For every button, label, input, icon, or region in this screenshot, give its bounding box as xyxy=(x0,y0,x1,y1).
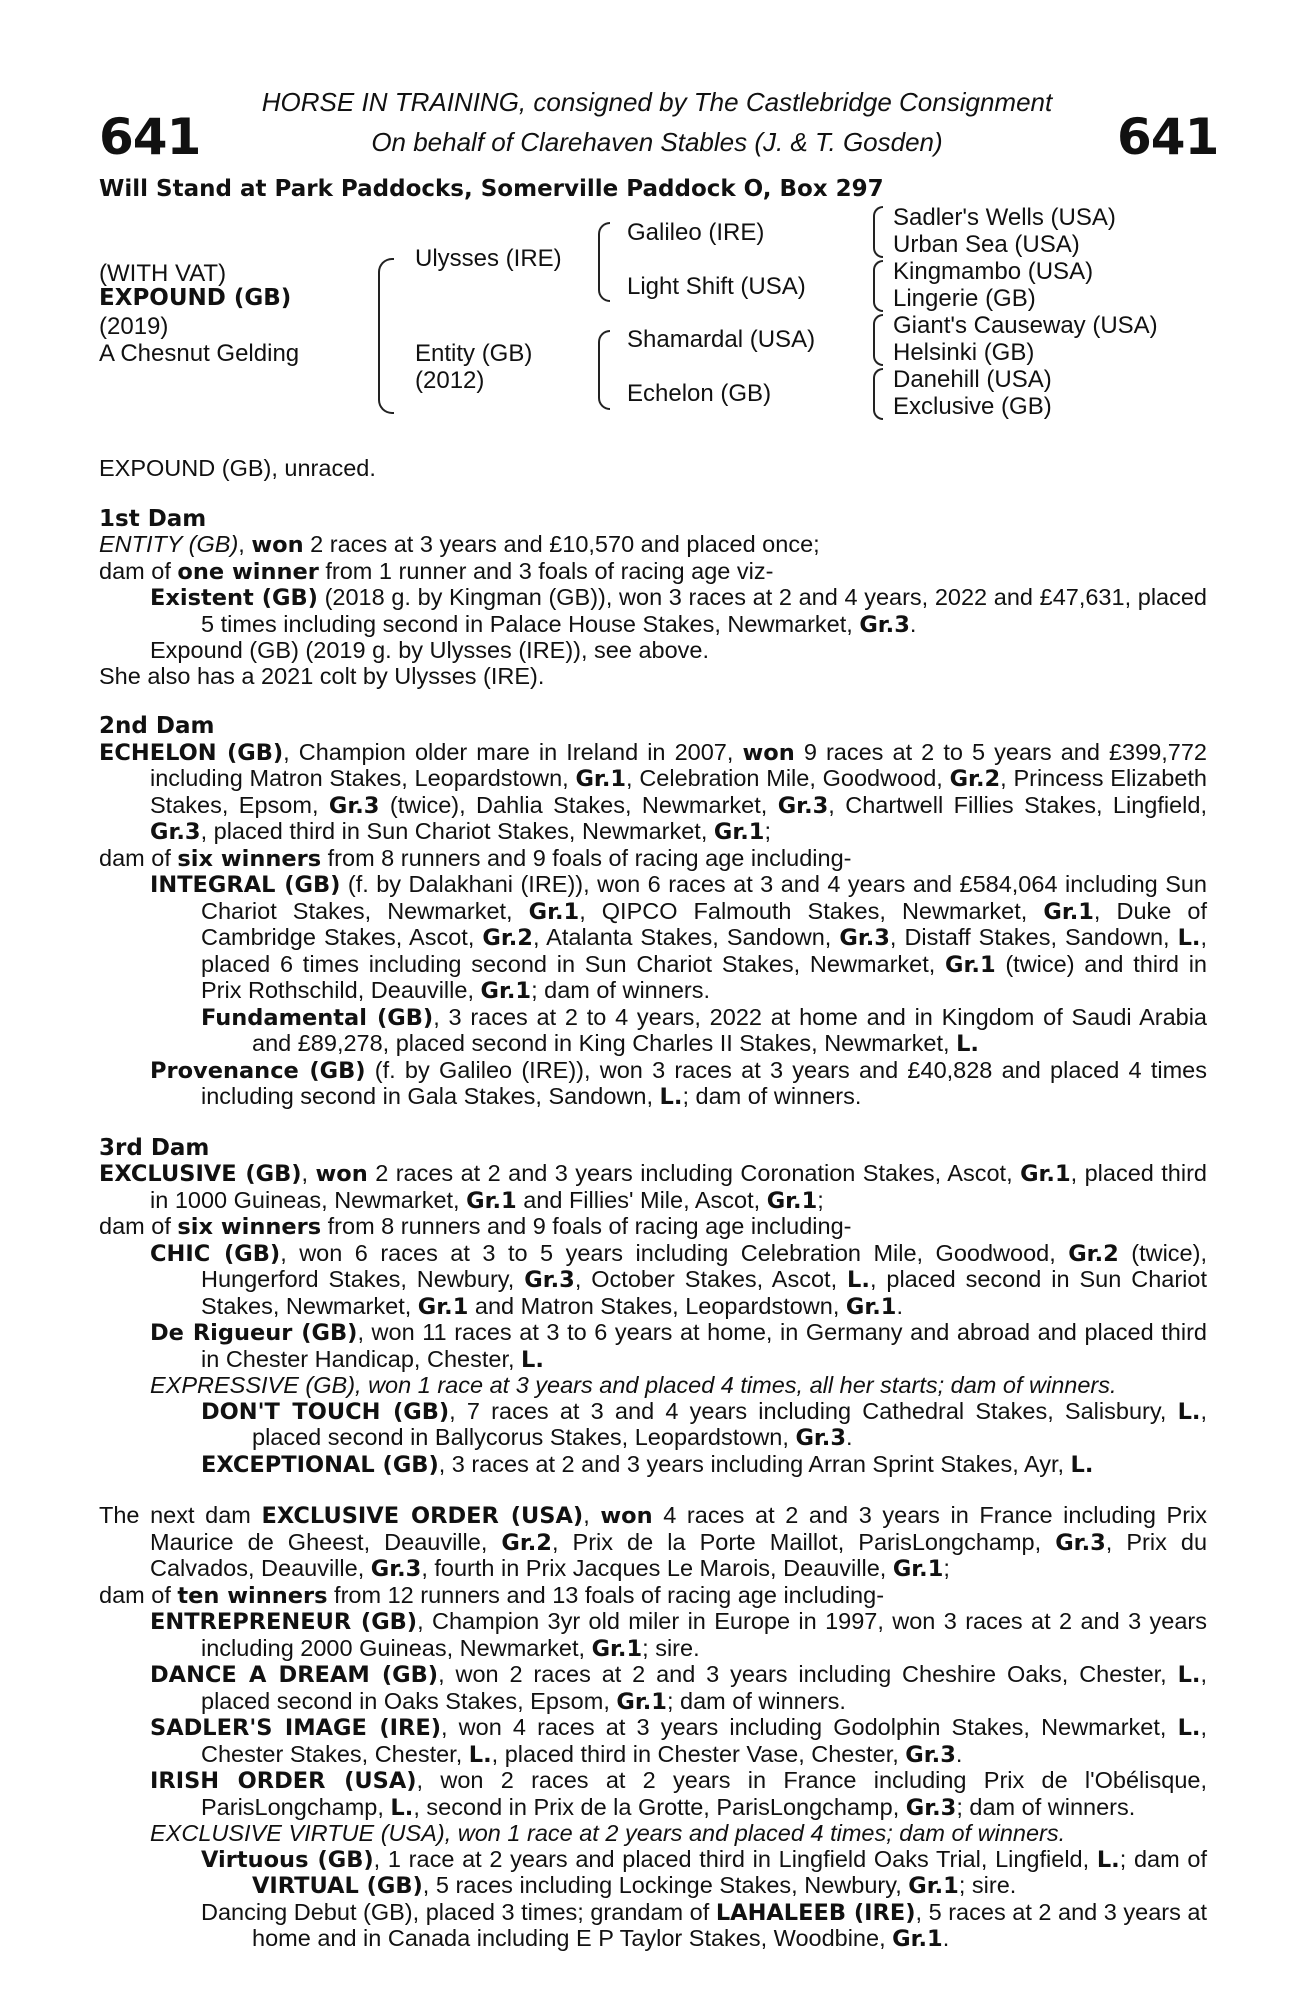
ggp-7: Danehill (USA) xyxy=(893,366,1052,393)
dam-sire: Shamardal (USA) xyxy=(627,326,816,353)
ggp-2: Urban Sea (USA) xyxy=(893,231,1080,258)
produce-exclusive-virtue: EXCLUSIVE VIRTUE (USA), won 1 race at 2 years and placed 4 times; dam of winners. xyxy=(150,1820,1066,1846)
ggp-4: Lingerie (GB) xyxy=(893,285,1036,312)
produce-exceptional: EXCEPTIONAL (GB), 3 races at 2 and 3 years including Arran Sprint Stakes, Ayr, L. xyxy=(201,1450,1094,1478)
horse-description: A Chesnut Gelding xyxy=(99,340,300,367)
lot-number-right: 641 xyxy=(1117,108,1219,166)
second-dam-produce-summary: dam of six winners from 8 runners and 9 foals of racing age including- xyxy=(99,844,852,872)
pedigree-brace-ggp-2 xyxy=(873,260,883,312)
produce-dont-touch: DON'T TOUCH (GB), 7 races at 3 and 4 years including Cathedral Stakes, Salisbury, L., placed second in Ballycorus Stakes, Leopardstown, Gr.3. xyxy=(201,1397,1207,1451)
first-dam-section xyxy=(99,507,1207,690)
first-dam-heading: 1st Dam xyxy=(99,505,207,532)
third-dam-produce-summary: dam of six winners from 8 runners and 9 foals of racing age including- xyxy=(99,1213,852,1240)
pedigree-brace-ggp-4 xyxy=(873,368,883,420)
horse-name: EXPOUND (GB) xyxy=(99,285,292,311)
second-dam-section xyxy=(99,714,1207,1111)
third-dam-section xyxy=(99,1136,1207,1479)
pedigree-brace-dam xyxy=(598,330,610,410)
produce-irish-order: IRISH ORDER (USA), won 2 races at 2 years in France including Prix de l'Obélisque, ParisLongchamp, L., second in Prix de la Grotte, ParisLongchamp, Gr.3; dam of winners. xyxy=(150,1767,1207,1821)
next-dam-section xyxy=(99,1503,1207,1953)
third-dam-heading: 3rd Dam xyxy=(99,1134,210,1161)
sire-name: Ulysses (IRE) xyxy=(415,245,562,272)
sire-dam: Light Shift (USA) xyxy=(627,273,806,300)
produce-expressive: EXPRESSIVE (GB), won 1 race at 3 years and placed 4 times, all her starts; dam of winners. xyxy=(150,1372,1117,1398)
vat-note: (WITH VAT) xyxy=(99,260,227,287)
ggp-6: Helsinki (GB) xyxy=(893,339,1035,366)
stabling-line: Will Stand at Park Paddocks, Somerville Paddock O, Box 297 xyxy=(99,176,884,202)
race-record: EXPOUND (GB), unraced. xyxy=(99,455,376,481)
on-behalf-line: On behalf of Clarehaven Stables (J. & T. Gosden) xyxy=(371,127,943,157)
sire-sire: Galileo (IRE) xyxy=(627,219,765,246)
second-dam-heading: 2nd Dam xyxy=(99,713,215,739)
dam-year: (2012) xyxy=(415,367,485,394)
produce-sadlers-image: SADLER'S IMAGE (IRE), won 4 races at 3 years including Godolphin Stakes, Newmarket, L., Chester Stakes, Chester, L., placed third in Chester Vase, Chester, Gr.3. xyxy=(150,1714,1207,1768)
first-dam-produce-summary: dam of one winner from 1 runner and 3 foals of racing age viz- xyxy=(99,557,774,585)
next-dam-produce-summary: dam of ten winners from 12 runners and 13 foals of racing age including- xyxy=(99,1581,885,1609)
produce-entrepreneur: ENTREPRENEUR (GB), Champion 3yr old miler in Europe in 1997, won 3 races at 2 and 3 years including 2000 Guineas, Newmarket, Gr.1; sire. xyxy=(150,1608,1207,1662)
pedigree-brace-main xyxy=(378,258,394,414)
ggp-1: Sadler's Wells (USA) xyxy=(893,204,1116,231)
pedigree-brace-sire xyxy=(598,222,610,302)
lot-number-left: 641 xyxy=(99,108,201,166)
next-dam-entry: The next dam EXCLUSIVE ORDER (USA), won 4 races at 2 and 3 years in France including Prix Maurice de Gheest, Deauville, Gr.2, Prix de la Porte Maillot, ParisLongchamp, Gr.3, Prix du Calvados, Deauville, Gr.3, fourth in Prix Jacques Le Marois, Deauville, Gr.1; xyxy=(99,1502,1208,1582)
produce-dancing-debut: Dancing Debut (GB), placed 3 times; grandam of LAHALEEB (IRE), 5 races at 2 and 3 years at home and in Canada including E P Taylor Stakes, Woodbine, Gr.1. xyxy=(201,1898,1208,1952)
ggp-5: Giant's Causeway (USA) xyxy=(893,312,1158,339)
produce-existent: Existent (GB) (2018 g. by Kingman (GB)), won 3 races at 2 and 4 years, 2022 and £47,631, placed 5 times including second in Palace House Stakes, Newmarket, Gr.3. xyxy=(150,584,1207,638)
produce-chic: CHIC (GB), won 6 races at 3 to 5 years including Celebration Mile, Goodwood, Gr.2 (twice), Hungerford Stakes, Newbury, Gr.3, October Stakes, Ascot, L., placed second in Sun Chariot Stakes, Newmarket, Gr.1 and Matron Stakes, Leopardstown, Gr.1. xyxy=(150,1239,1208,1320)
dam-dam: Echelon (GB) xyxy=(627,380,772,407)
dam-name: Entity (GB) xyxy=(415,340,533,367)
horse-year: (2019) xyxy=(99,313,169,340)
first-dam-entry: ENTITY (GB), won 2 races at 3 years and £10,570 and placed once; xyxy=(99,531,820,558)
third-dam-entry: EXCLUSIVE (GB), won 2 races at 2 and 3 years including Coronation Stakes, Ascot, Gr.1, placed third in 1000 Guineas, Newmarket, Gr.1 and Fillies' Mile, Ascot, Gr.1; xyxy=(99,1160,1207,1214)
produce-expound: Expound (GB) (2019 g. by Ulysses (IRE)), see above. xyxy=(150,637,710,663)
produce-de-rigueur: De Rigueur (GB), won 11 races at 3 to 6 years at home, in Germany and abroad and placed third in Chester Handicap, Chester, L. xyxy=(150,1319,1207,1373)
pedigree-brace-ggp-1 xyxy=(873,206,883,258)
ggp-8: Exclusive (GB) xyxy=(893,393,1052,420)
first-dam-note: She also has a 2021 colt by Ulysses (IRE). xyxy=(99,662,545,689)
produce-fundamental: Fundamental (GB), 3 races at 2 to 4 years, 2022 at home and in Kingdom of Saudi Arabia and £89,278, placed second in King Charles II Stakes, Newmarket, L. xyxy=(201,1003,1207,1057)
produce-integral: INTEGRAL (GB) (f. by Dalakhani (IRE)), won 6 races at 3 and 4 years and £584,064 including Sun Chariot Stakes, Newmarket, Gr.1, QIPCO Falmouth Stakes, Newmarket, Gr.1, Duke of Cambridge Stakes, Ascot, Gr.2, Atalanta Stakes, Sandown, Gr.3, Distaff Stakes, Sandown, L., placed 6 times including second in Sun Chariot Stakes, Newmarket, Gr.1 (twice) and third in Prix Rothschild, Deauville, Gr.1; dam of winners. xyxy=(150,871,1208,1004)
second-dam-entry: ECHELON (GB), Champion older mare in Ireland in 2007, won 9 races at 2 to 5 years and £399,772 including Matron Stakes, Leopardstown, Gr.1, Celebration Mile, Goodwood, Gr.2, Princess Elizabeth Stakes, Epsom, Gr.3 (twice), Dahlia Stakes, Newmarket, Gr.3, Chartwell Fillies Stakes, Lingfield, Gr.3, placed third in Sun Chariot Stakes, Newmarket, Gr.1; xyxy=(99,738,1208,845)
produce-provenance: Provenance (GB) (f. by Galileo (IRE)), won 3 races at 3 years and £40,828 and placed 4 times including second in Gala Stakes, Sandown, L.; dam of winners. xyxy=(150,1056,1208,1110)
produce-virtuous: Virtuous (GB), 1 race at 2 years and placed third in Lingfield Oaks Trial, Lingfield, L.; dam of VIRTUAL (GB), 5 races including Lockinge Stakes, Newbury, Gr.1; sire. xyxy=(201,1845,1207,1899)
ggp-3: Kingmambo (USA) xyxy=(893,258,1094,285)
produce-dance-a-dream: DANCE A DREAM (GB), won 2 races at 2 and 3 years including Cheshire Oaks, Chester, L., placed second in Oaks Stakes, Epsom, Gr.1; dam of winners. xyxy=(150,1661,1207,1715)
pedigree-brace-ggp-3 xyxy=(873,314,883,366)
consignor-line: HORSE IN TRAINING, consigned by The Castlebridge Consignment xyxy=(261,87,1053,117)
catalogue-body xyxy=(99,456,1207,1953)
